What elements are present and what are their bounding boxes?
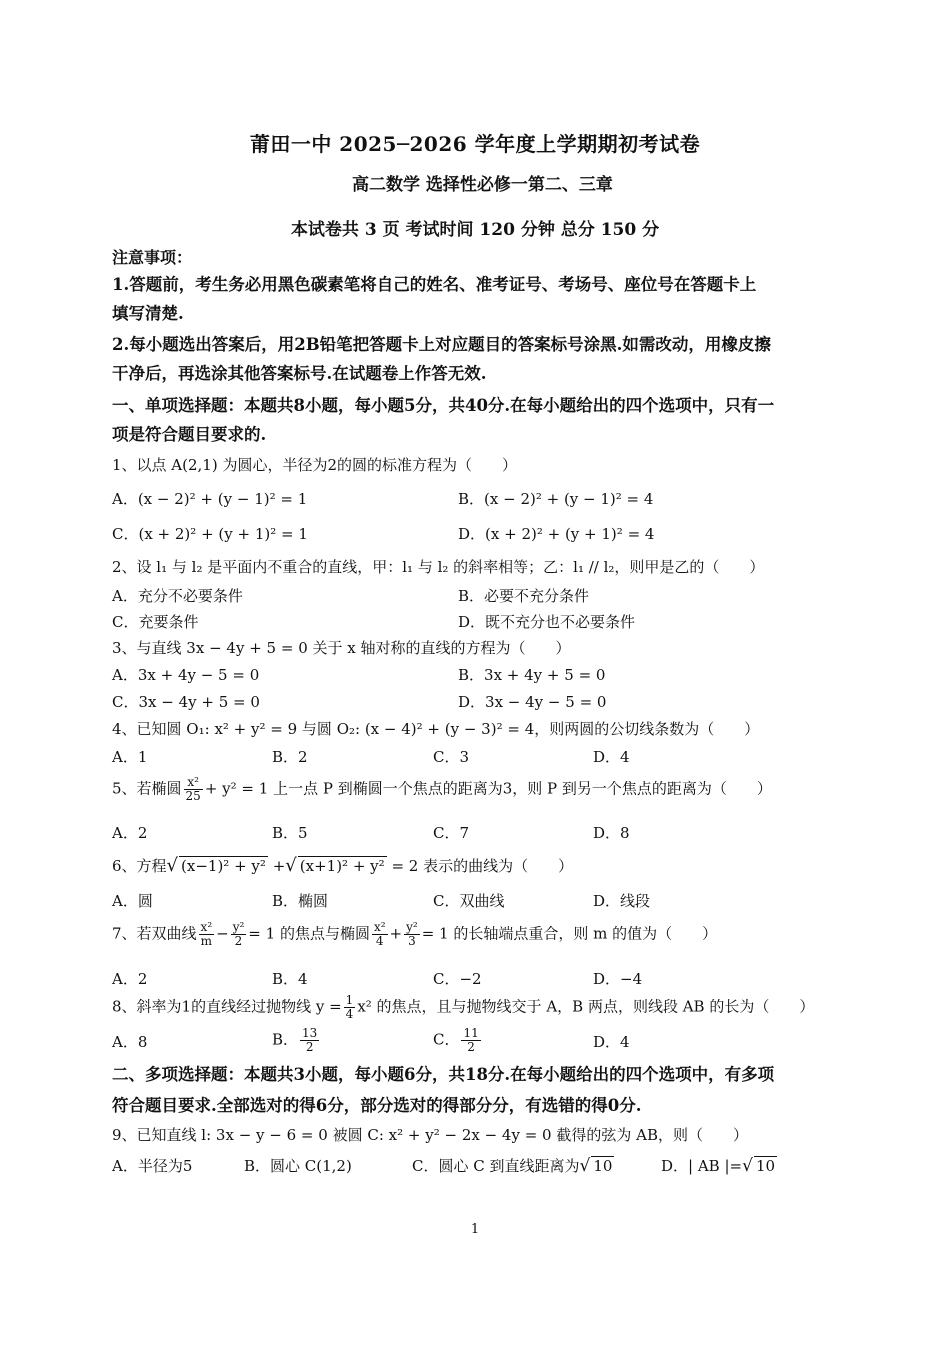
notice-item-1-cont: 填写清楚. bbox=[112, 304, 184, 323]
question-5-stem bbox=[112, 776, 772, 803]
notice-item-2-cont: 干净后，再选涂其他答案标号.在试题卷上作答无效. bbox=[112, 364, 487, 383]
question-3-stem: 3、与直线 3x − 4y + 5 = 0 关于 x 轴对称的直线的方程为（ ） bbox=[112, 639, 571, 657]
exam-title: 莆田一中 2025─2026 学年度上学期期初考试卷 bbox=[249, 132, 701, 156]
question-1-option-d: D．(x + 2)² + (y + 1)² = 4 bbox=[458, 525, 655, 543]
fraction-numerator: y² bbox=[406, 920, 418, 934]
question-8-option-a: A．8 bbox=[112, 1033, 148, 1051]
option-text: D．| AB |= bbox=[661, 1157, 743, 1175]
question-9-option-b: B．圆心 C(1,2) bbox=[244, 1157, 352, 1175]
question-1-option-b: B．(x − 2)² + (y − 1)² = 4 bbox=[458, 490, 654, 508]
question-5-fraction bbox=[184, 776, 203, 803]
question-7-fraction-4 bbox=[404, 921, 420, 948]
question-7-stem bbox=[112, 921, 717, 948]
question-2-option-d: D．既不充分也不必要条件 bbox=[458, 613, 636, 631]
question-3-option-d: D．3x − 4y − 5 = 0 bbox=[458, 693, 607, 711]
question-7-plus: + bbox=[389, 924, 403, 943]
question-8-option-c bbox=[433, 1027, 483, 1054]
option-label: C． bbox=[433, 1030, 460, 1049]
question-3-option-a: A．3x + 4y − 5 = 0 bbox=[112, 666, 260, 684]
question-6-stem: 6、方程√ (x−1)² + y² +√ (x+1)² + y² = 2 表示的曲线为（ ） bbox=[112, 855, 574, 876]
fraction-denominator: 25 bbox=[185, 789, 201, 803]
fraction-numerator: x² bbox=[184, 776, 203, 790]
question-5-option-b: B．5 bbox=[272, 824, 308, 842]
question-8-option-b-fraction bbox=[300, 1027, 319, 1054]
question-7-fraction-2 bbox=[231, 921, 247, 948]
question-4-option-c: C．3 bbox=[433, 748, 470, 766]
question-7-stem-post: = 1 的长轴端点重合，则 m 的值为（ ） bbox=[421, 924, 718, 943]
question-9-option-a: A．半径为5 bbox=[112, 1157, 193, 1175]
notice-item-2: 2.每小题选出答案后，用2B铅笔把答题卡上对应题目的答案标号涂黑.如需改动，用橡皮擦 bbox=[112, 335, 771, 354]
option-label: B． bbox=[272, 1030, 299, 1049]
question-7-option-c: C．−2 bbox=[433, 970, 482, 988]
question-5-option-d: D．8 bbox=[593, 824, 630, 842]
question-4-option-a: A．1 bbox=[112, 748, 148, 766]
fraction-denominator: m bbox=[200, 934, 213, 948]
question-6-option-a: A．圆 bbox=[112, 892, 153, 910]
question-7-fraction-3 bbox=[372, 921, 388, 948]
question-7-minus: − bbox=[216, 924, 229, 943]
question-6-option-b: B．椭圆 bbox=[272, 892, 329, 910]
fraction-denominator: 3 bbox=[408, 934, 416, 948]
fraction-denominator: 2 bbox=[467, 1040, 475, 1054]
section-2-heading-cont: 符合题目要求.全部选对的得6分，部分选对的得部分分，有选错的得0分. bbox=[112, 1096, 642, 1115]
section-1-heading-cont: 项是符合题目要求的. bbox=[112, 425, 267, 444]
fraction-denominator: 4 bbox=[375, 934, 384, 948]
question-6-sqrt-1: (x−1)² + y² bbox=[181, 857, 266, 875]
fraction-denominator: 2 bbox=[234, 934, 243, 948]
question-8-option-d: D．4 bbox=[593, 1033, 630, 1051]
question-5-stem-pre: 5、若椭圆 bbox=[112, 779, 182, 798]
question-3-option-c: C．3x − 4y + 5 = 0 bbox=[112, 693, 260, 711]
question-4-option-d: D．4 bbox=[593, 748, 630, 766]
question-5-stem-post: + y² = 1 上一点 P 到椭圆一个焦点的距离为3，则 P 到另一个焦点的距离为（ ） bbox=[204, 779, 772, 798]
question-6-stem-post: = 2 表示的曲线为（ ） bbox=[391, 857, 574, 875]
question-7-stem-mid: = 1 的焦点与椭圆 bbox=[248, 924, 370, 943]
page-number: 1 bbox=[470, 1222, 480, 1237]
question-2-option-c: C．充要条件 bbox=[112, 613, 199, 631]
fraction-numerator: 13 bbox=[302, 1026, 318, 1040]
sqrt-value: 10 bbox=[755, 1157, 776, 1175]
question-8-stem-pre: 8、斜率为1的直线经过抛物线 y = bbox=[112, 997, 342, 1016]
question-9-option-d: D．| AB |=√ 10 bbox=[661, 1156, 776, 1176]
question-7-option-d: D．−4 bbox=[593, 970, 643, 988]
question-6-sqrt-2: (x+1)² + y² bbox=[299, 857, 385, 875]
fraction-numerator: 1 bbox=[345, 993, 354, 1007]
question-7-option-a: A．2 bbox=[112, 970, 148, 988]
question-5-option-c: C．7 bbox=[433, 824, 470, 842]
question-9-option-c: C．圆心 C 到直线距离为√ 10 bbox=[412, 1156, 613, 1176]
question-8-stem bbox=[112, 994, 814, 1021]
question-5-option-a: A．2 bbox=[112, 824, 148, 842]
question-9-stem: 9、已知直线 l: 3x − y − 6 = 0 被圆 C: x² + y² − 2x − 4y = 0 截得的弦为 AB，则（ ） bbox=[112, 1126, 748, 1144]
notice-heading: 注意事项： bbox=[112, 248, 193, 267]
question-6-option-d: D．线段 bbox=[593, 892, 651, 910]
question-2-option-a: A．充分不必要条件 bbox=[112, 587, 243, 605]
question-2-stem: 2、设 l₁ 与 l₂ 是平面内不重合的直线，甲：l₁ 与 l₂ 的斜率相等；乙：l₁ // l₂，则甲是乙的（ ） bbox=[112, 558, 765, 576]
sqrt-value: 10 bbox=[593, 1157, 613, 1175]
question-7-fraction-1 bbox=[199, 921, 215, 948]
question-1-option-c: C．(x + 2)² + (y + 1)² = 1 bbox=[112, 525, 308, 543]
question-8-option-b bbox=[272, 1027, 321, 1054]
question-7-stem-pre: 7、若双曲线 bbox=[112, 924, 197, 943]
question-1-stem: 1、以点 A(2,1) 为圆心，半径为2的圆的标准方程为（ ） bbox=[112, 456, 518, 474]
fraction-numerator: y² bbox=[232, 920, 245, 934]
fraction-numerator: x² bbox=[373, 920, 386, 934]
fraction-numerator: x² bbox=[200, 920, 213, 934]
section-2-heading: 二、多项选择题：本题共3小题，每小题6分，共18分.在每小题给出的四个选项中，有多项 bbox=[112, 1065, 775, 1084]
question-8-stem-post: x² 的焦点，且与抛物线交于 A，B 两点，则线段 AB 的长为（ ） bbox=[357, 997, 815, 1016]
fraction-denominator: 4 bbox=[345, 1007, 354, 1021]
section-1-heading: 一、单项选择题：本题共8小题，每小题5分，共40分.在每小题给出的四个选项中，只有一 bbox=[112, 396, 775, 415]
question-6-plus: + bbox=[272, 857, 286, 875]
exam-subtitle: 高二数学 选择性必修一第二、三章 bbox=[352, 175, 613, 195]
question-8-fraction bbox=[344, 994, 356, 1021]
question-6-stem-pre: 6、方程 bbox=[112, 857, 167, 875]
question-3-option-b: B．3x + 4y + 5 = 0 bbox=[458, 666, 606, 684]
question-4-option-b: B．2 bbox=[272, 748, 308, 766]
fraction-numerator: 11 bbox=[463, 1026, 479, 1040]
option-text: C．圆心 C 到直线距离为 bbox=[412, 1157, 580, 1175]
fraction-denominator: 2 bbox=[305, 1040, 314, 1054]
question-6-option-c: C．双曲线 bbox=[433, 892, 505, 910]
question-7-option-b: B．4 bbox=[272, 970, 308, 988]
question-1-option-a: A．(x − 2)² + (y − 1)² = 1 bbox=[112, 490, 308, 508]
question-4-stem: 4、已知圆 O₁: x² + y² = 9 与圆 O₂: (x − 4)² + (y − 3)² = 4，则两圆的公切线条数为（ ） bbox=[112, 720, 760, 738]
notice-item-1: 1.答题前，考生务必用黑色碳素笔将自己的姓名、准考证号、考场号、座位号在答题卡上 bbox=[112, 275, 757, 294]
question-2-option-b: B．必要不充分条件 bbox=[458, 587, 590, 605]
exam-info: 本试卷共 3 页 考试时间 120 分钟 总分 150 分 bbox=[290, 220, 660, 240]
question-8-option-c-fraction bbox=[461, 1027, 480, 1054]
